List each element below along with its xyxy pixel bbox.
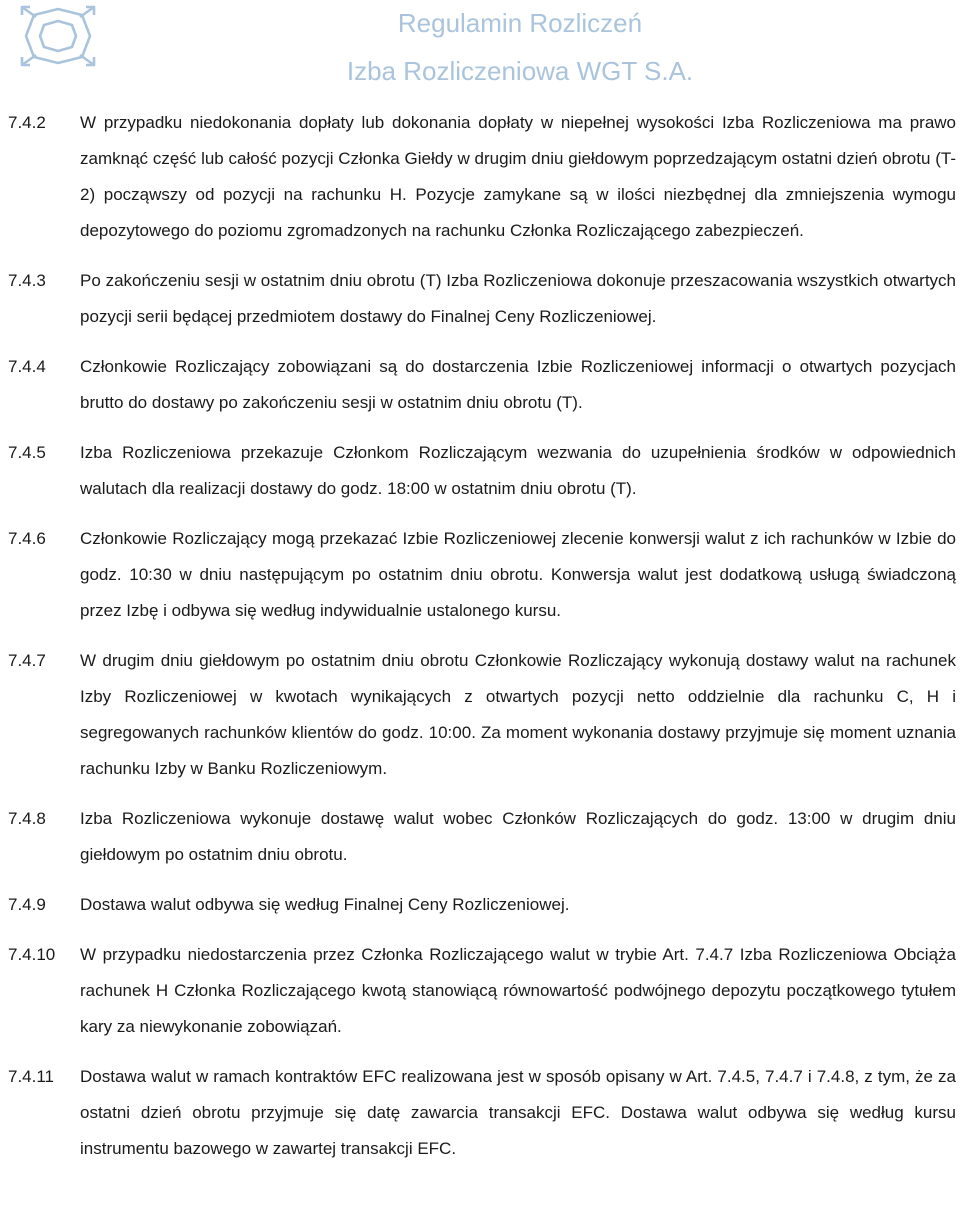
paragraph-number: 7.4.8	[8, 809, 46, 828]
paragraph	[0, 937, 960, 1045]
paragraph-number: 7.4.3	[8, 271, 46, 290]
paragraph-number: 7.4.5	[8, 443, 46, 462]
paragraph-text: W przypadku niedokonania dopłaty lub dokonania dopłaty w niepełnej wysokości Izba Rozliczeniowa ma prawo zamknąć część lub całość pozycji Członka Giełdy w drugim dniu giełdowym poprzedzającym ostatni dzień obrotu (T-2) począwszy od pozycji na rachunku H. Pozycje zamykane są w ilości niezbędnej dla zmniejszenia wymogu depozytowego do poziomu zgromadzonych na rachunku Członka Rozliczającego zabezpieczeń.	[80, 113, 956, 240]
paragraph-text: Dostawa walut w ramach kontraktów EFC realizowana jest w sposób opisany w Art. 7.4.5, 7.4.7 i 7.4.8, z tym, że za ostatni dzień obrotu przyjmuje się datę zawarcia transakcji EFC. Dostawa walut odbywa się według kursu instrumentu bazowego w zawartej transakcji EFC.	[80, 1067, 956, 1158]
paragraph-number: 7.4.4	[8, 357, 46, 376]
paragraph	[0, 349, 960, 421]
paragraph	[0, 263, 960, 335]
paragraph	[0, 887, 960, 923]
paragraph-text: W drugim dniu giełdowym po ostatnim dniu obrotu Członkowie Rozliczający wykonują dostawy walut na rachunek Izby Rozliczeniowej w kwotach wynikających z otwartych pozycji netto oddzielnie dla rachunku C, H i segregowanych rachunków klientów do godz. 10:00. Za moment wykonania dostawy przyjmuje się moment uznania rachunku Izby w Banku Rozliczeniowym.	[80, 651, 956, 778]
paragraph-text: Izba Rozliczeniowa przekazuje Członkom Rozliczającym wezwania do uzupełnienia środków w odpowiednich walutach dla realizacji dostawy do godz. 18:00 w ostatnim dniu obrotu (T).	[80, 443, 956, 498]
paragraph	[0, 1059, 960, 1167]
document-subtitle: Izba Rozliczeniowa WGT S.A.	[346, 56, 694, 86]
regulation-body	[0, 105, 960, 1167]
paragraph	[0, 105, 960, 249]
paragraph-text: W przypadku niedostarczenia przez Członka Rozliczającego walut w trybie Art. 7.4.7 Izba Rozliczeniowa Obciąża rachunek H Członka Rozliczającego kwotą stanowiącą równowartość podwójnego depozytu początkowego tytułem kary za niewykonanie zobowiązań.	[80, 945, 956, 1036]
paragraph-number: 7.4.6	[8, 529, 46, 548]
paragraph-number: 7.4.11	[8, 1067, 55, 1086]
paragraph	[0, 801, 960, 873]
page-header	[0, 0, 960, 90]
paragraph-text: Po zakończeniu sesji w ostatnim dniu obrotu (T) Izba Rozliczeniowa dokonuje przeszacowania wszystkich otwartych pozycji serii będącej przedmiotem dostawy do Finalnej Ceny Rozliczeniowej.	[80, 271, 956, 326]
paragraph-text: Członkowie Rozliczający zobowiązani są do dostarczenia Izbie Rozliczeniowej informacji o otwartych pozycjach brutto do dostawy po zakończeniu sesji w ostatnim dniu obrotu (T).	[80, 357, 956, 412]
paragraph-number: 7.4.2	[8, 113, 46, 132]
paragraph	[0, 521, 960, 629]
paragraph	[0, 435, 960, 507]
paragraph-number: 7.4.10	[8, 945, 56, 964]
paragraph-text: Dostawa walut odbywa się według Finalnej Ceny Rozliczeniowej.	[80, 895, 570, 914]
document-title: Regulamin Rozliczeń	[397, 8, 643, 38]
paragraph	[0, 643, 960, 787]
paragraph-number: 7.4.7	[8, 651, 46, 670]
paragraph-number: 7.4.9	[8, 895, 46, 914]
paragraph-text: Członkowie Rozliczający mogą przekazać Izbie Rozliczeniowej zlecenie konwersji walut z ich rachunków w Izbie do godz. 10:30 w dniu następującym po ostatnim dniu obrotu. Konwersja walut jest dodatkową usługą świadczoną przez Izbę i odbywa się według indywidualnie ustalonego kursu.	[80, 529, 956, 620]
paragraph-text: Izba Rozliczeniowa wykonuje dostawę walut wobec Członków Rozliczających do godz. 13:00 w drugim dniu giełdowym po ostatnim dniu obrotu.	[80, 809, 956, 864]
